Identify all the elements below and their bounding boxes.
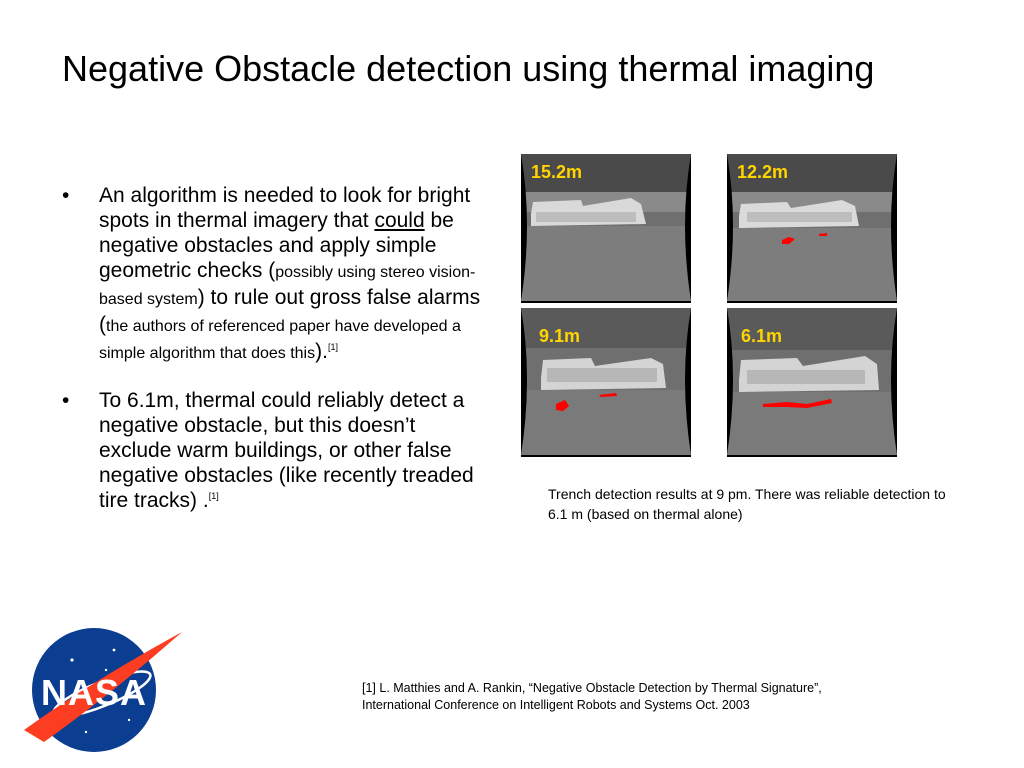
bullet-item-thermal-range (62, 388, 492, 513)
footnote-line-1: [1] L. Matthies and A. Rankin, “Negative Obstacle Detection by Thermal Signature”, (362, 681, 822, 695)
bullet-marker: • (62, 184, 70, 207)
bullet-marker: • (62, 389, 70, 412)
bullet1-small-note-2: the authors of referenced paper have developed a simple algorithm that does this (99, 318, 461, 362)
bullet1-small-note-1: possibly using stereo vision-based system (99, 264, 476, 308)
thermal-image-15m (521, 154, 691, 303)
range-label: 15.2m (531, 162, 583, 182)
footnote (362, 680, 922, 714)
bullet1-text-c: ) to rule out gross false alarms ( (99, 286, 481, 336)
nasa-logo-text: NASA (40, 672, 148, 713)
bullet1-text-d: ). (315, 340, 328, 363)
bullet2-text: To 6.1m, thermal could reliably detect a negative obstacle, but this doesn’t exclude warm buildings, or other false negative obstacles (like recently treaded tire tracks) . (99, 389, 474, 512)
bullet1-could: could (374, 209, 425, 232)
figure-caption: Trench detection results at 9 pm. There was reliable detection to 6.1 m (based on thermal alone) (548, 486, 946, 522)
range-label: 6.1m (741, 326, 783, 346)
slide-title: Negative Obstacle detection using thermal imaging (62, 48, 875, 89)
nasa-logo (14, 620, 184, 760)
bullet-list (62, 183, 492, 535)
bullet1-text-a: An algorithm is needed to look for bright spots in thermal imagery that (99, 184, 471, 232)
thermal-image-6m (727, 308, 897, 457)
bullet-item-algorithm (62, 183, 492, 366)
bullet2-reference: [1] (208, 491, 219, 501)
range-label: 9.1m (539, 326, 581, 346)
footnote-line-2: International Conference on Intelligent Robots and Systems Oct. 2003 (362, 698, 750, 712)
thermal-image-12m (727, 154, 897, 303)
bullet1-text-b: be negative obstacles and apply simple geometric checks ( (99, 209, 454, 282)
bullet1-reference: [1] (327, 342, 338, 352)
thermal-image-9m (521, 308, 691, 457)
range-label: 12.2m (737, 162, 789, 182)
